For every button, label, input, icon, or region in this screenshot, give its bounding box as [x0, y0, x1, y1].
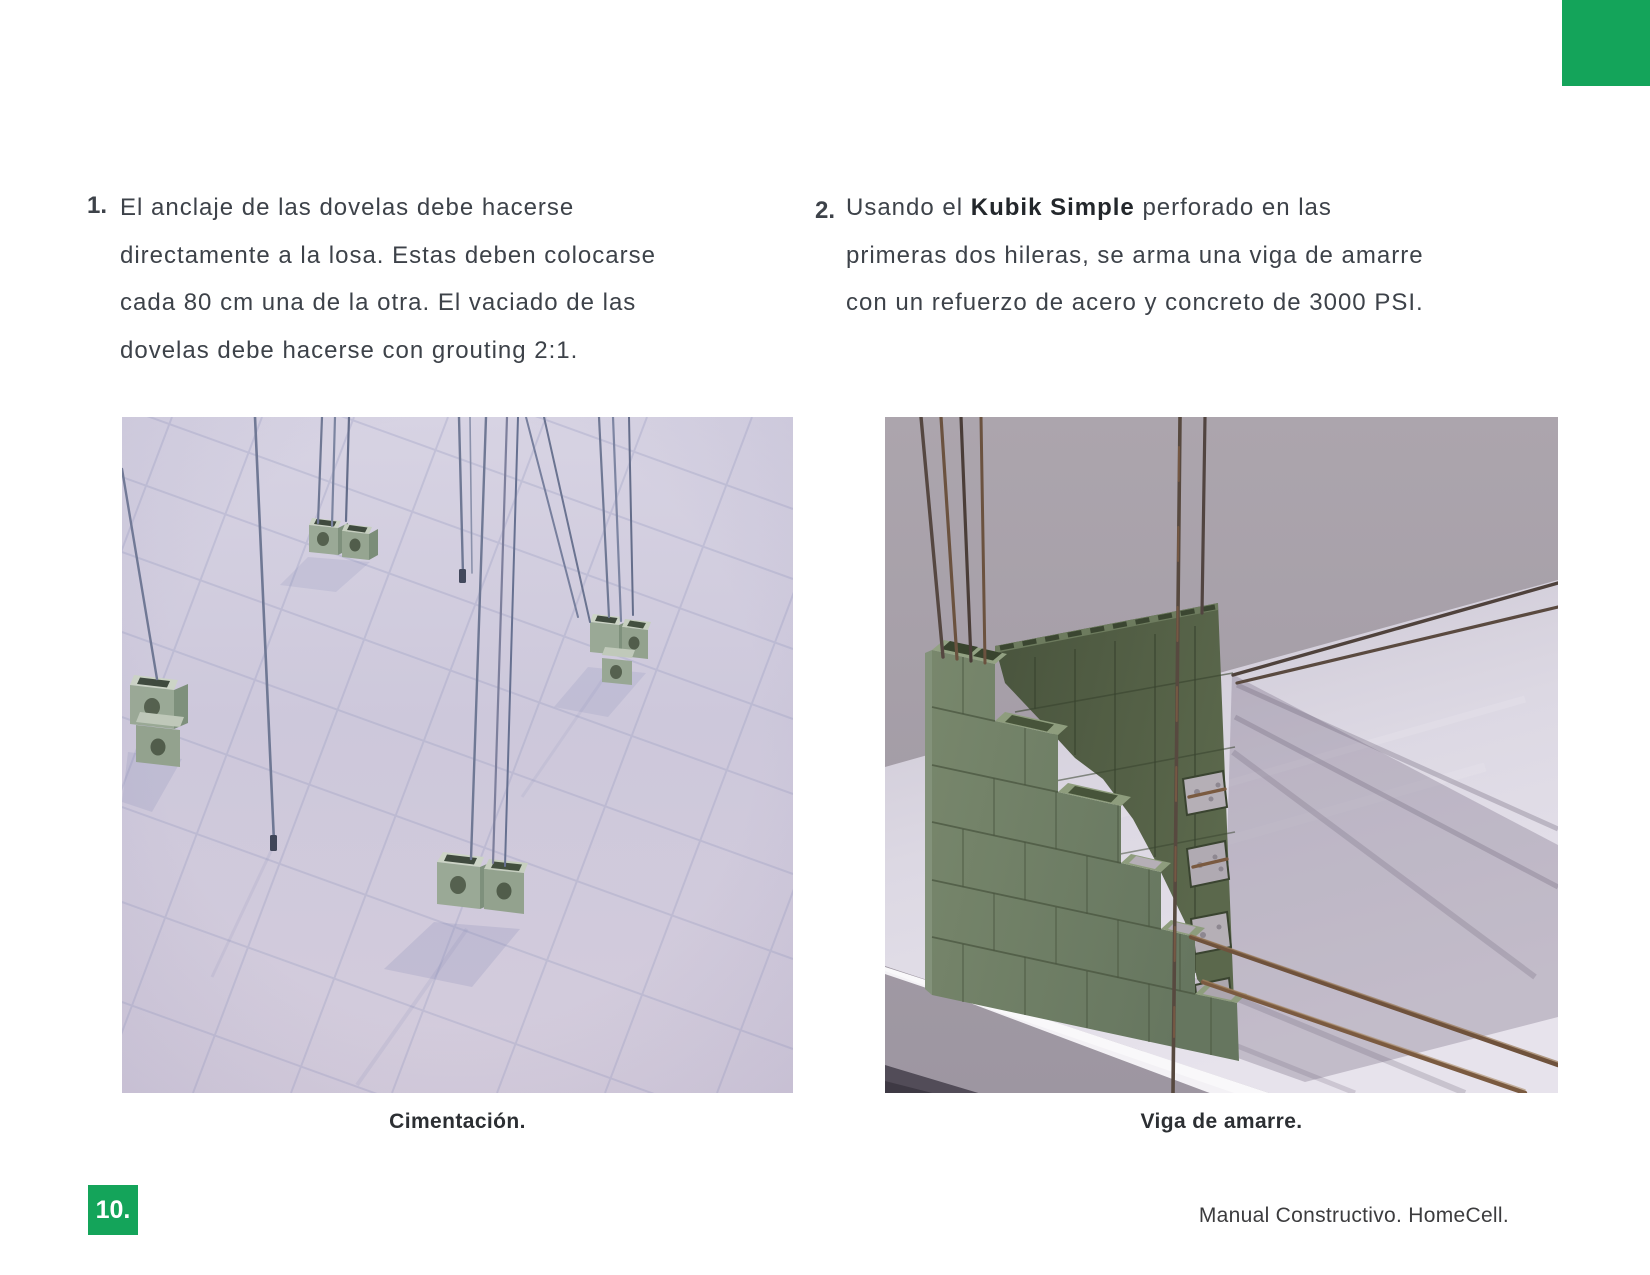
step-2-line-1: Usando el Kubik Simple perforado en las [846, 194, 1332, 221]
step-1-text [120, 184, 760, 374]
figure-caption-cimentacion: Cimentación. [389, 1110, 526, 1133]
step-1-line-1: El anclaje de las dovelas debe hacerse [120, 194, 575, 221]
step-2-line-3: con un refuerzo de acero y concreto de 3000 PSI. [846, 289, 1424, 316]
figure-cimentacion [122, 417, 793, 1093]
product-name: Kubik Simple [970, 194, 1135, 221]
cimentacion-render [122, 417, 793, 1093]
step-2-line-2: primeras dos hileras, se arma una viga de amarre [846, 241, 1424, 269]
page-number-badge [88, 1185, 138, 1235]
figure-caption-viga-de-amarre: Viga de amarre. [1140, 1110, 1303, 1133]
step-2-marker: 2. [815, 197, 836, 224]
corner-accent-square [1562, 0, 1650, 86]
footer-text: Manual Constructivo. HomeCell. [1198, 1204, 1509, 1227]
step-2-text [846, 184, 1506, 327]
step-1-line-3: cada 80 cm una de la otra. El vaciado de las [120, 289, 637, 316]
floor-vignette [122, 417, 793, 1093]
step-1-marker: 1. [87, 192, 108, 219]
page-number: 10. [95, 1195, 131, 1224]
step-1-line-2: directamente a la losa. Estas deben colocarse [120, 241, 656, 269]
viga-de-amarre-render [885, 417, 1558, 1093]
step-1-line-4: dovelas debe hacerse con grouting 2:1. [120, 336, 579, 364]
figure-viga-de-amarre [885, 417, 1558, 1093]
